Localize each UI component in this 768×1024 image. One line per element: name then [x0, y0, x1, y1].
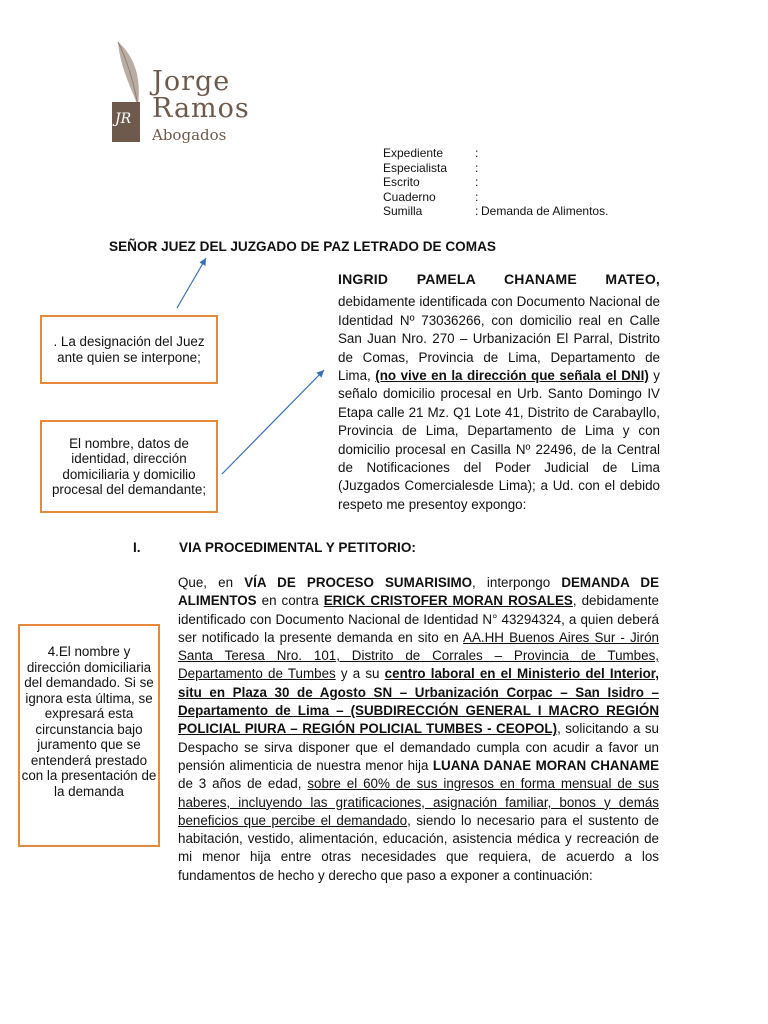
petition-paragraph: Que, en VÍA DE PROCESO SUMARISIMO, interpongo DEMANDA DE ALIMENTOS en contra ERICK CRISTOFER MORAN ROSALES, debidamente identificado con Documento Nacional de Identidad N° 43294324, a quien deberá ser notificado la presente demanda en sito en AA.HH Buenos Aires Sur - Jirón Santa Teresa Nro. 101, Distrito de Corrales – Provincia de Tumbes, Departamento de Tumbes y a su centro laboral en el Ministerio del Interior, situ en Plaza 30 de Agosto SN – Urbanización Corpac – San Isidro – Departamento de Lima – (SUBDIRECCIÓN GENERAL I MACRO REGIÓN POLICIAL PIURA – REGIÓN POLICIAL TUMBES - CEOPOL), solicitando a su Despacho se sirva disponer que el demandado cumpla con acudir a favor un pensión alimenticia de nuestra menor hija LUANA DANAE MORAN CHANAME de 3 años de edad, sobre el 60% de sus ingresos en forma mensual de sus haberes, incluyendo las gratificaciones, asignación familiar, bonos y demás beneficios que percibe el demandado, siendo lo necesario para el sustento de habitación, vestido, alimentación, educación, asistencia médica y recreación de mi menor hija entre otras necesidades que requiera, de acuerdo a los fundamentos de hecho y derecho que paso a exponer a continuación:: [178, 575, 660, 883]
requested-amount: sobre el 60% de sus ingresos en forma mensual de sus haberes, incluyendo las gratificaciones, asignación familiar, bonos y demás beneficios que percibe el demandado: [178, 776, 659, 828]
section-heading: I. VIA PROCEDIMENTAL Y PETITORIO:: [133, 540, 416, 555]
annotation-defendant: 4.El nombre y dirección domiciliaria del demandado. Si se ignora esta última, se expresará esta circunstancia bajo juramento que se entenderá prestado con la presentación de la demanda: [18, 624, 160, 847]
meta-row-sumilla: Sumilla : Demanda de Alimentos.: [383, 204, 609, 219]
meta-row-especialista: Especialista :: [383, 160, 479, 175]
meta-row-escrito: Escrito :: [383, 175, 479, 190]
plaintiff-name: INGRID PAMELA CHANAME MATEO,: [338, 271, 660, 287]
defendant-name: ERICK CRISTOFER MORAN ROSALES: [323, 593, 573, 609]
plaintiff-paragraph: INGRID PAMELA CHANAME MATEO, debidamente identificada con Documento Nacional de Identidad Nº 73036266, con domicilio real en Calle San Juan Nro. 270 – Urbanización El Parral, Distrito de Comas, Provincia de Lima, Departamento de Lima, (no vive en la dirección que señala el DNI) y señalo domicilio procesal en Urb. Santo Domingo IV Etapa calle 21 Mz. Q1 Lote 41, Distrito de Carabayllo, Provincia de Lima, Departamento de Lima y con domicilio procesal en Casilla Nº 22496, de la Central de Notificaciones del Poder Judicial de Lima (Juzgados Comercialesde Lima); a Ud. con el debido respeto me presentoy expongo:: [338, 271, 660, 512]
court-heading: SEÑOR JUEZ DEL JUZGADO DE PAZ LETRADO DE COMAS: [109, 239, 496, 254]
address-note: (no vive en la dirección que señala el DNI): [375, 368, 649, 384]
annotation-plaintiff: El nombre, datos de identidad, dirección domiciliaria y domicilio procesal del demandante;: [40, 420, 218, 513]
arrow-to-plaintiff: [222, 370, 324, 474]
defendant-address: AA.HH Buenos Aires Sur - Jirón Santa Teresa Nro. 101, Distrito de Corrales – Provincia de Tumbes, Departamento de Tumbes: [178, 629, 660, 682]
defendant-workplace: centro laboral en el Ministerio del Interior, situ en Plaza 30 de Agosto SN – Urbanización Corpac – San Isidro – Departamento de Lima – (SUBDIRECCIÓN GENERAL I MACRO REGIÓN POLICIAL PIURA – REGIÓN POLICIAL TUMBES - CEOPOL): [178, 666, 659, 737]
child-name: LUANA DANAE MORAN CHANAME: [432, 757, 659, 773]
meta-row-expediente: Expediente :: [383, 146, 479, 160]
logo-subtitle: Abogados: [152, 126, 227, 144]
arrow-to-court: [177, 258, 206, 308]
logo-monogram: JR: [112, 102, 140, 142]
logo-name: Jorge Ramos: [152, 66, 250, 124]
meta-row-cuaderno: Cuaderno :: [383, 189, 479, 204]
annotation-judge: . La designación del Juez ante quien se interpone;: [40, 315, 218, 384]
